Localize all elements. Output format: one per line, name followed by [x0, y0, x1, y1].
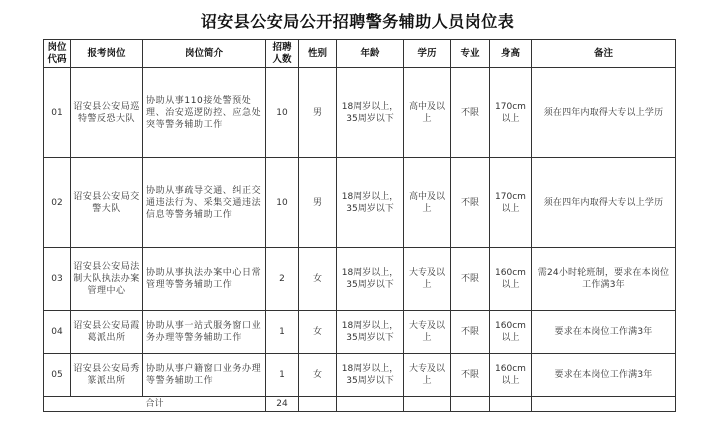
document-title: 诏安县公安局公开招聘警务辅助人员岗位表: [200, 12, 515, 31]
cell-major: 不限: [451, 68, 490, 158]
header-count: 招聘人数: [266, 40, 299, 68]
header-major: 专业: [451, 40, 490, 68]
cell-code: 02: [44, 158, 71, 248]
table-row: [44, 68, 676, 158]
cell-gender: 女: [299, 311, 337, 354]
table-row: [44, 311, 676, 354]
cell-age: 18周岁以上，35周岁以下: [337, 354, 404, 397]
cell-gender: 男: [299, 158, 337, 248]
cell-height: 170cm以上: [490, 68, 532, 158]
table-row: [44, 158, 676, 248]
cell-education: 高中及以上: [404, 68, 451, 158]
header-post: 报考岗位: [71, 40, 143, 68]
cell-education: 大专及以上: [404, 248, 451, 311]
header-education: 学历: [404, 40, 451, 68]
header-gender: 性别: [299, 40, 337, 68]
header-age: 年龄: [337, 40, 404, 68]
cell-age: 18周岁以上，35周岁以下: [337, 158, 404, 248]
cell-education: 高中及以上: [404, 158, 451, 248]
cell-remarks: 须在四年内取得大专以上学历: [532, 158, 676, 248]
total-empty: [404, 397, 451, 412]
cell-intro: 协助从事一站式服务窗口业务办理等警务辅助工作: [143, 311, 266, 354]
cell-count: 1: [266, 311, 299, 354]
cell-count: 1: [266, 354, 299, 397]
total-empty: [532, 397, 676, 412]
header-row: [44, 40, 676, 68]
cell-height: 160cm以上: [490, 248, 532, 311]
cell-intro: 协助从事执法办案中心日常管理等警务辅助工作: [143, 248, 266, 311]
cell-age: 18周岁以上，35周岁以下: [337, 248, 404, 311]
cell-gender: 男: [299, 68, 337, 158]
table-row: [44, 248, 676, 311]
cell-post: 诏安县公安局秀篆派出所: [71, 354, 143, 397]
cell-code: 03: [44, 248, 71, 311]
cell-intro: 协助从事110接处警预处理、治安巡逻防控、应急处突等警务辅助工作: [143, 68, 266, 158]
cell-intro: 协助从事疏导交通、纠正交通违法行为、采集交通违法信息等警务辅助工作: [143, 158, 266, 248]
cell-major: 不限: [451, 248, 490, 311]
cell-post: 诏安县公安局交警大队: [71, 158, 143, 248]
cell-post: 诏安县公安局法制大队执法办案管理中心: [71, 248, 143, 311]
cell-major: 不限: [451, 158, 490, 248]
cell-height: 160cm以上: [490, 311, 532, 354]
cell-age: 18周岁以上，35周岁以下: [337, 311, 404, 354]
cell-age: 18周岁以上，35周岁以下: [337, 68, 404, 158]
cell-remarks: 须在四年内取得大专以上学历: [532, 68, 676, 158]
cell-remarks: 需24小时轮班制，要求在本岗位工作满3年: [532, 248, 676, 311]
cell-intro: 协助从事户籍窗口业务办理等警务辅助工作: [143, 354, 266, 397]
cell-gender: 女: [299, 354, 337, 397]
total-empty: [490, 397, 532, 412]
total-empty: [337, 397, 404, 412]
cell-height: 160cm以上: [490, 354, 532, 397]
header-remarks: 备注: [532, 40, 676, 68]
position-table: [43, 39, 676, 412]
header-intro: 岗位简介: [143, 40, 266, 68]
cell-major: 不限: [451, 354, 490, 397]
total-count: 24: [266, 397, 299, 412]
total-empty: [299, 397, 337, 412]
cell-code: 04: [44, 311, 71, 354]
header-code: 岗位代码: [44, 40, 71, 68]
cell-post: 诏安县公安局巡特警反恐大队: [71, 68, 143, 158]
cell-gender: 女: [299, 248, 337, 311]
total-label: 合计: [44, 397, 266, 412]
header-height: 身高: [490, 40, 532, 68]
cell-remarks: 要求在本岗位工作满3年: [532, 354, 676, 397]
cell-code: 01: [44, 68, 71, 158]
cell-count: 10: [266, 68, 299, 158]
cell-major: 不限: [451, 311, 490, 354]
cell-count: 10: [266, 158, 299, 248]
cell-count: 2: [266, 248, 299, 311]
cell-code: 05: [44, 354, 71, 397]
cell-height: 170cm以上: [490, 158, 532, 248]
cell-education: 大专及以上: [404, 354, 451, 397]
total-empty: [451, 397, 490, 412]
total-row: [44, 397, 676, 412]
cell-post: 诏安县公安局霞葛派出所: [71, 311, 143, 354]
table-row: [44, 354, 676, 397]
cell-remarks: 要求在本岗位工作满3年: [532, 311, 676, 354]
cell-education: 大专及以上: [404, 311, 451, 354]
